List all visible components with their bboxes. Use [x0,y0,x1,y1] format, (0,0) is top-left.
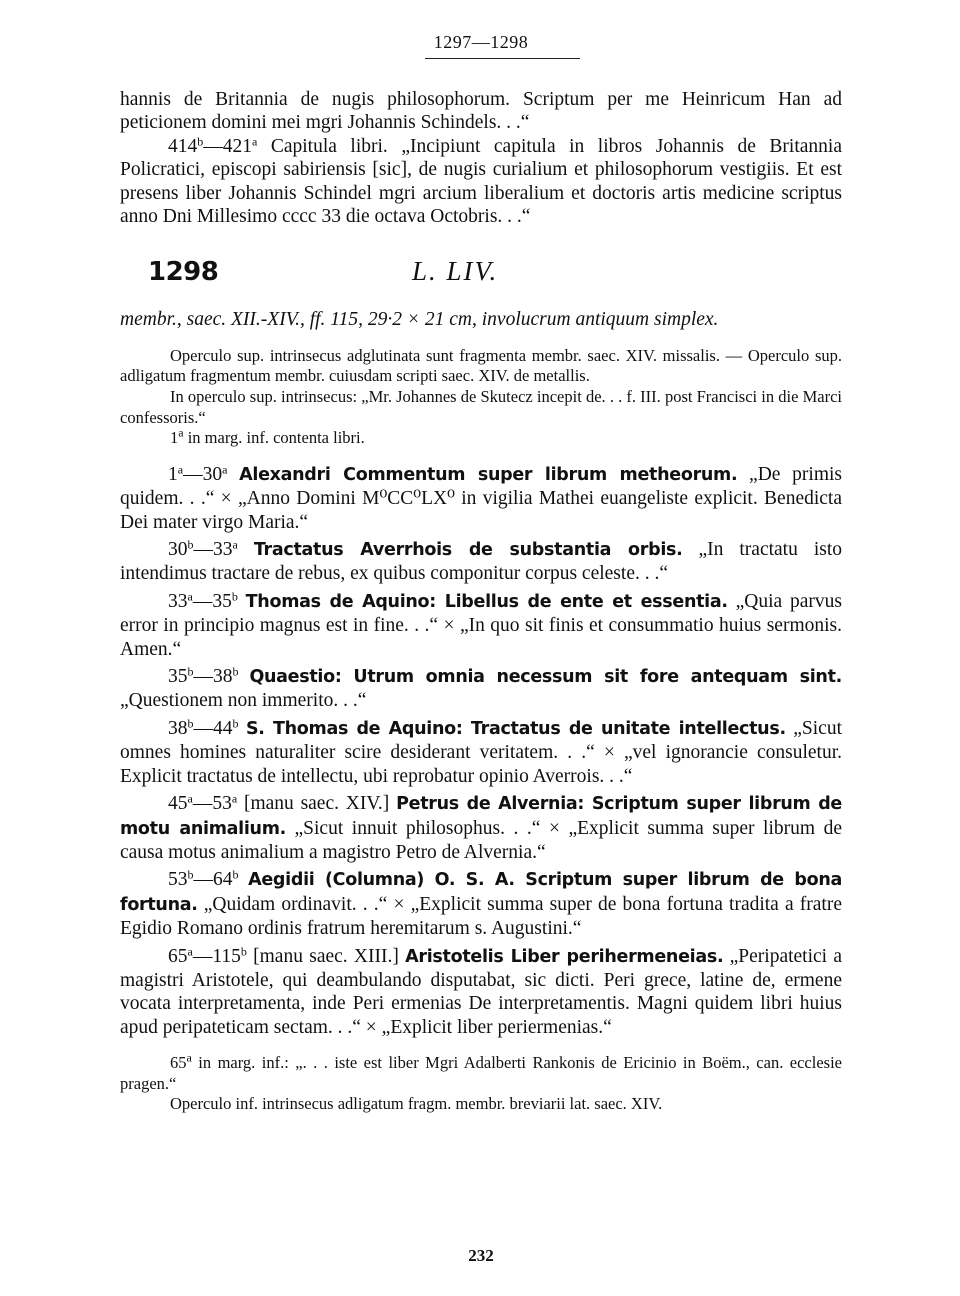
footnotes-block [120,1050,842,1115]
item-title: S. Thomas de Aquino: Tractatus de unitate intellectus. [245,718,786,739]
item-title: Aristotelis Liber perihermeneias. [405,946,724,967]
item-title: Aegidii (Columna) O. S. A. Scriptum super librum de bona fortuna. [120,870,842,915]
content-item: 38$^b$—44$^b$ S. Thomas de Aquino: Tractatus de unitate intellectus. „Sicut omnes homines naturaliter scire desiderant veritatem. . .“ × „vel ignorancie consuletur. Explicit tractatus de intellectu, ubi reprobatur opinio Averrois. . .“ [120,716,843,787]
note-paragraph: In operculo sup. intrinsecus: „Mr. Johannes de Skutecz incepit de. . . f. III. post Francisci in die Marci confessoris.“ [120,387,842,427]
content-item: 30$^b$—33$^a$ Tractatus Averrhois de substantia orbis. „In tractatu isto intendimus tractare de rebus, ex quibus componitur corpus celeste. . .“ [120,537,843,585]
page-number: 232 [468,1246,494,1265]
entry-heading [120,256,842,296]
content-item: 45$^a$—53$^a$ [manu saec. XIV.] Petrus de Alvernia: Scriptum super librum de motu animalium. „Sicut innuit philosophus. . .“ × „Explicit summa super librum de causa motus animalium a magistro Petro de Alvernia.“ [120,791,842,863]
item-title: Alexandri Commentum super librum metheorum. [239,464,738,485]
intro-paragraph-2 [120,135,842,229]
notes-block [120,346,842,449]
footnote-paragraph: Operculo inf. intrinsecus adligatum fragm. membr. breviarii lat. saec. XIV. [170,1094,663,1114]
header-rule [425,58,580,59]
folio-end: —421 [203,135,252,157]
content-item: 1$^a$—30$^a$ Alexandri Commentum super librum metheorum. „De primis quidem. . .“ × „Anno Domini M⁰CC⁰LX⁰ in vigilia Mathei euangeliste explicit. Benedicta Dei mater virgo Maria.“ [120,462,843,533]
content-item: 33$^a$—35$^b$ Thomas de Aquino: Libellus de ente et essentia. „Quia parvus error in principio magnus est in fine. . .“ × „In quo sit finis et consummatio huius sermonis. Amen.“ [120,589,842,660]
folio-start: 414 [168,135,198,157]
intro-block [120,88,842,1115]
content-item: 65$^a$—115$^b$ [manu saec. XIII.] Aristotelis Liber perihermeneias. „Peripatetici a magistri Aristotele, qui deambulando disputabat, sic dicti. Peri grece, latine de, ermene vocata interpretamenta, inde Peri ermenias De interpretamentis. Magni quidem libri huius apud peripateticam sectam. . .“ × „Explicit liber periermenias.“ [120,943,843,1038]
contents-list [120,463,842,1039]
content-item: 53$^b$—64$^b$ Aegidii (Columna) O. S. A. Scriptum super librum de bona fortuna. „Quidam ordinavit. . .“ × „Explicit summa super de bona fortuna tradita a fratre Egidio Romano ordinis fratrum heremitarum s. Augustini.“ [120,867,842,940]
item-title: Quaestio: Utrum omnia necessum sit fore antequam sint. [249,667,842,688]
item-title: Tractatus Averrhois de substantia orbis. [253,540,683,561]
entry-number: 1298 [148,257,219,288]
intro-paragraph-1: hannis de Britannia de nugis philosophorum. Scriptum per me Heinricum Han ad peticionem domini mei mgri Johannis Schindels. . .“ [120,89,842,134]
item-title: Thomas de Aquino: Libellus de ente et essentia. [245,591,728,612]
item-title: Petrus de Alvernia: Scriptum super librum de motu animalium. [120,794,842,839]
intro-text: Capitula libri. „Incipiunt capitula in libros Johannis de Britannia Policratici, episcopi sabiriensis [sic], de nugis curialium et philosophorum vestigiis. Et est presens liber Johannis Schindel mgri arcium liberalium et doctoris artis medicine scriptus anno Dni Millesimo cccc 33 die octava Octobris. . .“ [120,135,842,228]
note-paragraph: 1$^a$ in marg. inf. contenta libri. [170,425,365,448]
entry-description: membr., saec. XII.-XIV., ff. 115, 29·2 × 21 cm, involucrum antiquum simplex. [120,309,719,331]
folio-start-side: b [197,134,204,149]
footnote-paragraph: 65$^a$ in marg. inf.: „. . . iste est liber Mgri Adalberti Rankonis de Ericinio in Boëm., can. ecclesie pragen.“ [120,1050,842,1093]
running-head: 1297—1298 [433,32,529,52]
note-paragraph: Operculo sup. intrinsecus adglutinata sunt fragmenta membr. saec. XIV. missalis. — Operculo sup. adligatum fragmentum membr. cuiusdam scripti saec. XIV. de metallis. [120,345,842,386]
folio-end-side: a [252,134,258,149]
content-item: 35$^b$—38$^b$ Quaestio: Utrum omnia necessum sit fore antequam sint. „Questionem non immerito. . .“ [120,664,842,712]
entry-signature: L. LIV. [412,256,499,287]
